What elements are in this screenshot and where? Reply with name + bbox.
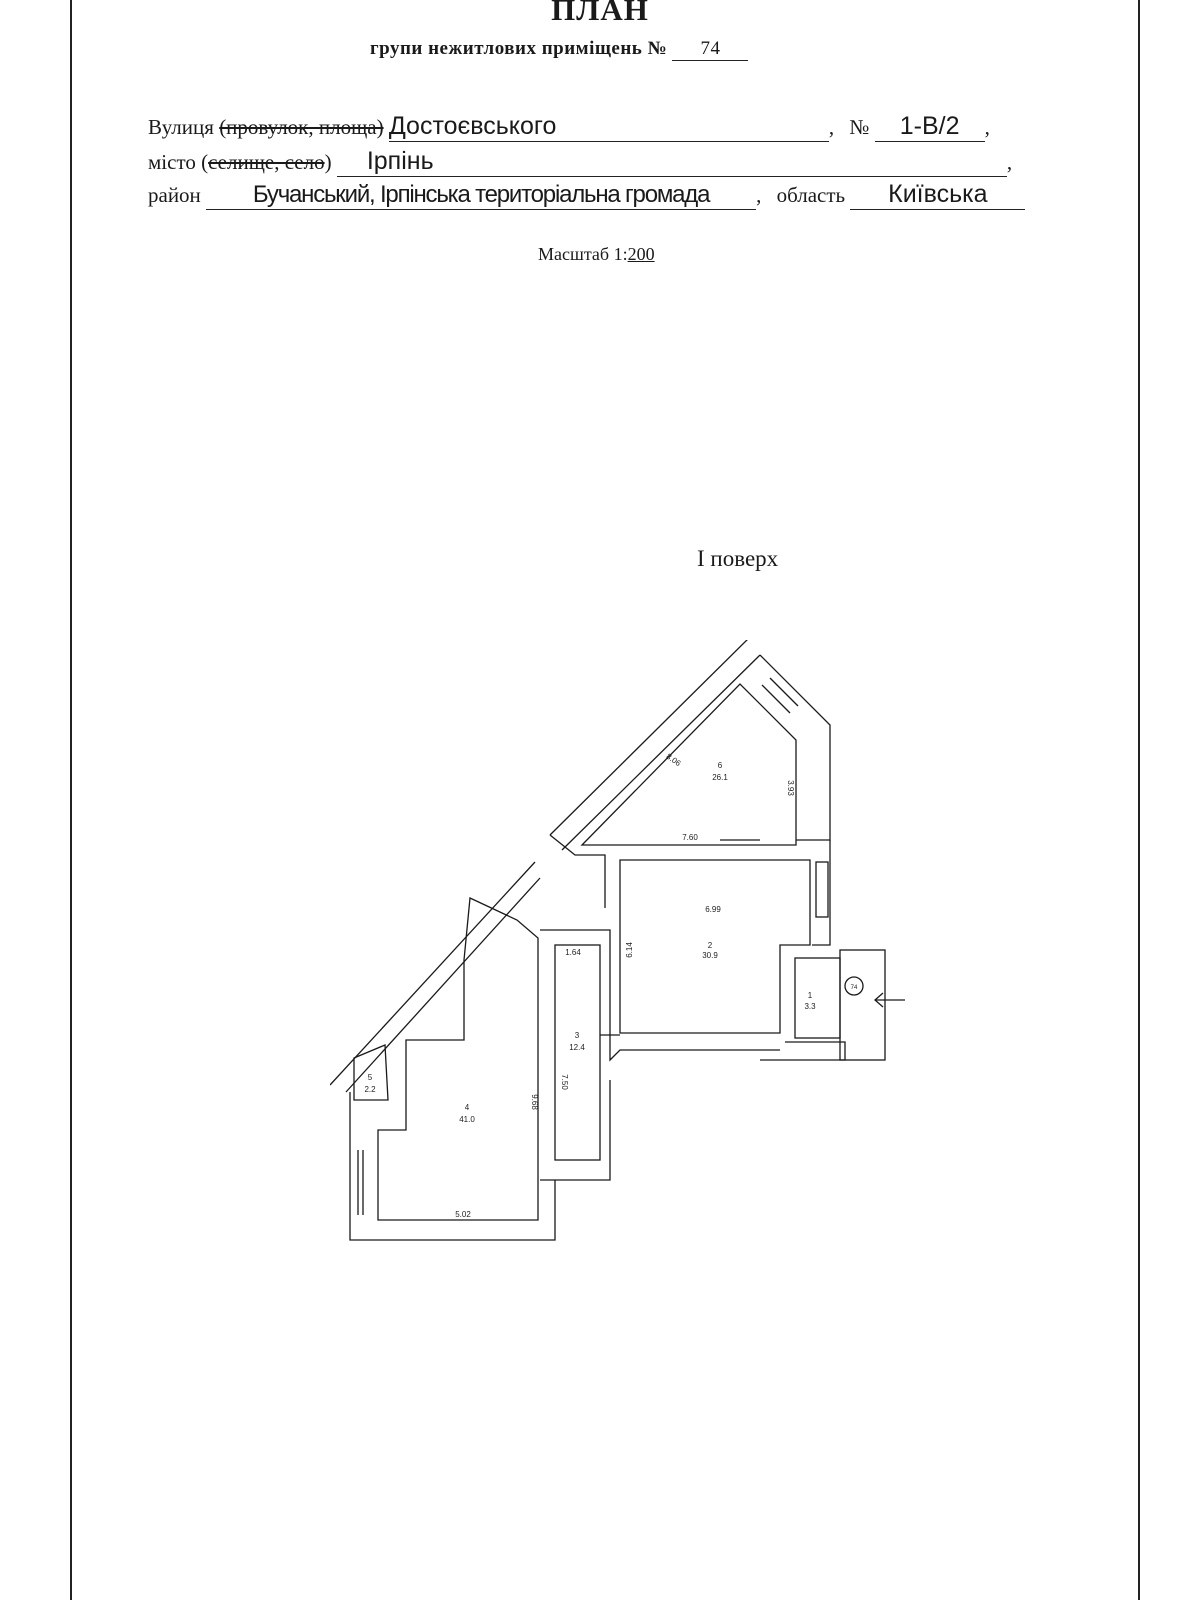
comma: , <box>984 115 990 139</box>
comma: , <box>756 183 762 207</box>
street-label: Вулиця <box>148 115 214 139</box>
room-2-id: 2 <box>707 941 713 950</box>
floor-label: І поверх <box>697 546 779 571</box>
street-value: Достоєвського <box>389 112 829 142</box>
dim-room6-diagonal: 8.06 <box>664 751 683 769</box>
scale-value: 200 <box>627 244 655 264</box>
exterior-wall-lower <box>330 862 535 1085</box>
district-value: Бучанський, Ірпінська територіальна громада <box>206 181 756 210</box>
exterior-wall-lower-inner <box>346 878 540 1092</box>
city-label: місто ( <box>148 150 209 174</box>
dim-room6-side: 3.93 <box>786 780 795 796</box>
dim-room2-width: 6.99 <box>705 905 721 914</box>
floor-plan-drawing <box>330 640 910 1300</box>
room-6-area: 26.1 <box>712 773 728 782</box>
group-number: 74 <box>672 38 748 61</box>
city-row <box>148 147 1012 177</box>
city-value: Ірпінь <box>337 147 1007 177</box>
scale-label: Масштаб 1: <box>538 244 628 264</box>
district-label: район <box>148 183 201 207</box>
room-6-east-wall <box>760 655 830 840</box>
room-4-id: 4 <box>464 1103 470 1112</box>
room-2-area: 30.9 <box>702 951 718 960</box>
page-border-left <box>70 0 72 1600</box>
page-border-right <box>1138 0 1140 1600</box>
region-value: Київська <box>850 180 1025 210</box>
city-close: ) <box>324 150 332 174</box>
room-1-outline <box>795 958 840 1038</box>
corridor-wall <box>550 835 605 908</box>
room-3-outline <box>555 945 600 1160</box>
room-3-area: 12.4 <box>569 1043 585 1052</box>
dim-room6-base: 7.60 <box>682 833 698 842</box>
dim-room2-depth: 6.14 <box>625 942 634 958</box>
building-number: 1-В/2 <box>875 112 985 142</box>
city-struck-options: селище, село <box>208 150 325 174</box>
district-row <box>148 180 1025 210</box>
street-row <box>148 112 990 142</box>
document-title: ПЛАН <box>551 0 649 27</box>
dim-room4-width: 5.02 <box>455 1210 471 1219</box>
document-subtitle <box>370 38 748 61</box>
exterior-wall-upper <box>550 640 755 835</box>
street-struck-options: (провулок, площа) <box>219 115 384 139</box>
dim-room3-length: 7.50 <box>560 1074 569 1090</box>
comma: , <box>828 115 835 139</box>
comma: , <box>1006 150 1013 174</box>
dim-room4-length: 9.68 <box>530 1094 539 1110</box>
room-5-id: 5 <box>367 1073 373 1082</box>
region-label: область <box>776 183 846 207</box>
group-marker-text: 74 <box>850 985 858 991</box>
exterior-wall-upper-inner <box>562 655 760 850</box>
scale-note <box>538 244 655 265</box>
room-2-outline <box>620 860 810 1033</box>
room-4-area: 41.0 <box>459 1115 475 1124</box>
room-6-outline <box>582 684 796 845</box>
subtitle-text: групи нежитлових приміщень № <box>370 38 668 59</box>
room-1-id: 1 <box>807 991 813 1000</box>
number-label: № <box>849 115 870 139</box>
entrance-porch <box>840 950 885 1060</box>
room-5-area: 2.2 <box>364 1085 376 1094</box>
room-3-id: 3 <box>574 1031 580 1040</box>
room-1-area: 3.3 <box>804 1002 816 1011</box>
dim-room3-width: 1.64 <box>565 948 581 957</box>
room-6-id: 6 <box>717 761 723 770</box>
